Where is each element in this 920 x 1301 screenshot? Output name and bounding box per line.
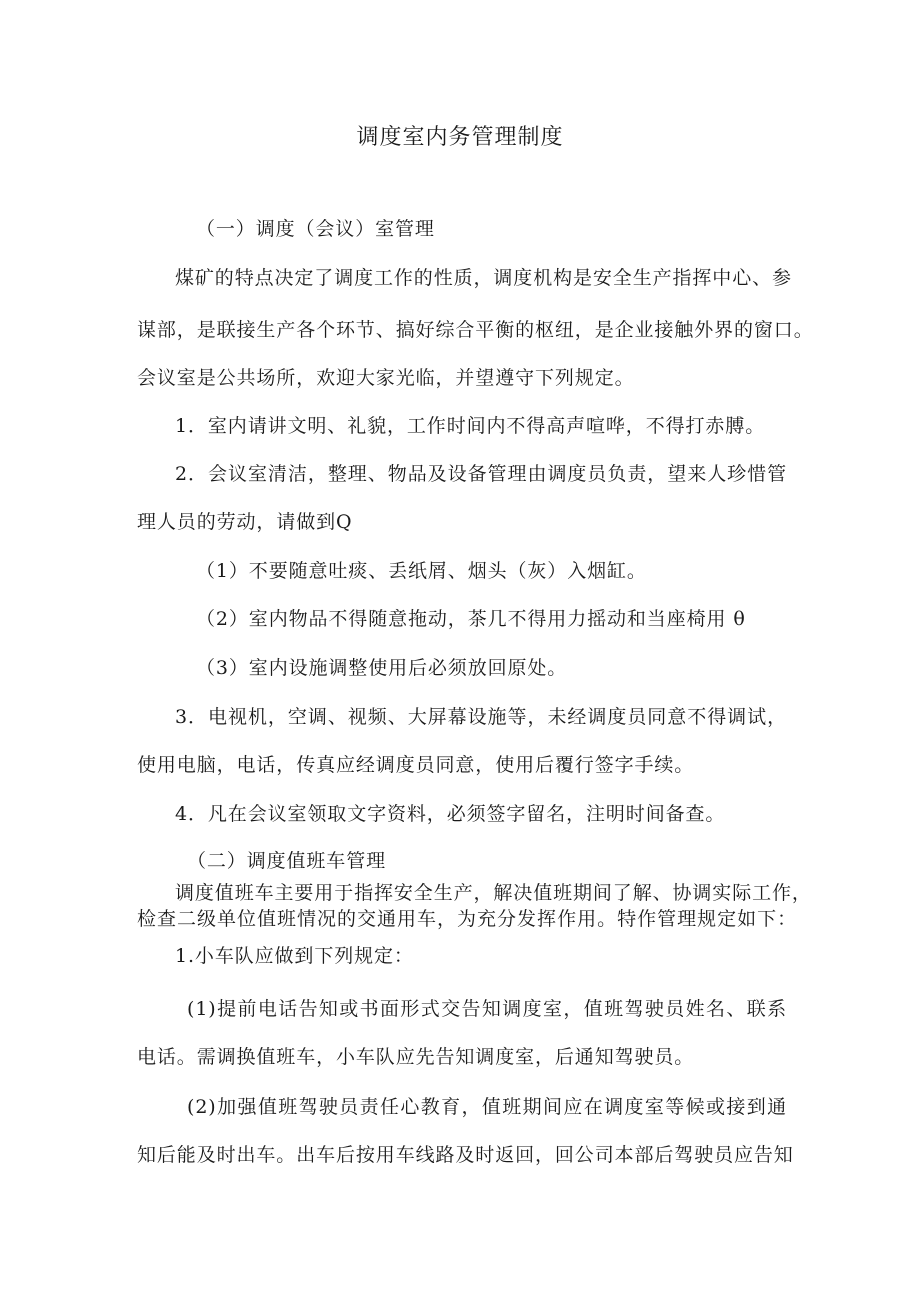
numbered-item-2-cont: 知后能及时出车。出车后按用车线路及时返回，回公司本部后驾驶员应告知 — [137, 1144, 794, 1166]
rule-item-2: 2．会议室清洁，整理、物品及设备管理由调度员负责，望来人珍惜管 — [175, 463, 787, 485]
paragraph-line: 会议室是公共场所，欢迎大家光临，并望遵守下列规定。 — [137, 367, 635, 389]
rule-item-4: 4．凡在会议室领取文字资料，必须签字留名，注明时间备查。 — [175, 803, 726, 825]
rule-item-1: 1.小车队应做到下列规定： — [175, 945, 414, 967]
paragraph-line: 谋部，是联接生产各个环节、搞好综合平衡的枢纽，是企业接触外界的窗口。 — [137, 319, 814, 341]
sub-item-2: （2）室内物品不得随意拖动，茶几不得用力摇动和当座椅用 θ — [196, 608, 746, 630]
rule-item-3: 3．电视机，空调、视频、大屏幕设施等，未经调度员同意不得调试， — [175, 706, 787, 728]
rule-item-1: 1．室内请讲文明、礼貌，工作时间内不得高声喧哗，不得打赤膊。 — [175, 415, 766, 437]
paragraph-line: 调度值班车主要用于指挥安全生产，解决值班期间了解、协调实际工作， — [175, 882, 812, 904]
sub-item-3: （3）室内设施调整使用后必须放回原处。 — [196, 657, 568, 679]
numbered-item-2: (2)加强值班驾驶员责任心教育，值班期间应在调度室等候或接到通 — [187, 1096, 787, 1118]
rule-item-3-cont: 使用电脑，电话，传真应经调度员同意，使用后覆行签字手续。 — [137, 754, 695, 776]
numbered-item-1-cont: 电话。需调换值班车，小车队应先告知调度室，后通知驾驶员。 — [137, 1046, 695, 1068]
paragraph-line: 煤矿的特点决定了调度工作的性质，调度机构是安全生产指挥中心、参 — [175, 267, 792, 289]
sub-item-1: （1）不要随意吐痰、丢纸屑、烟头（灰）入烟缸。 — [196, 560, 647, 582]
section-heading-1: （一）调度（会议）室管理 — [196, 218, 435, 240]
section-heading-2: （二）调度值班车管理 — [187, 850, 387, 872]
page-title: 调度室内务管理制度 — [356, 125, 564, 150]
paragraph-line: 检查二级单位值班情况的交通用车，为充分发挥作用。特作管理规定如下： — [137, 908, 797, 930]
rule-item-2-cont: 理人员的劳动，请做到Q — [137, 511, 353, 533]
numbered-item-1: (1)提前电话告知或书面形式交告知调度室，值班驾驶员姓名、联系 — [187, 998, 787, 1020]
